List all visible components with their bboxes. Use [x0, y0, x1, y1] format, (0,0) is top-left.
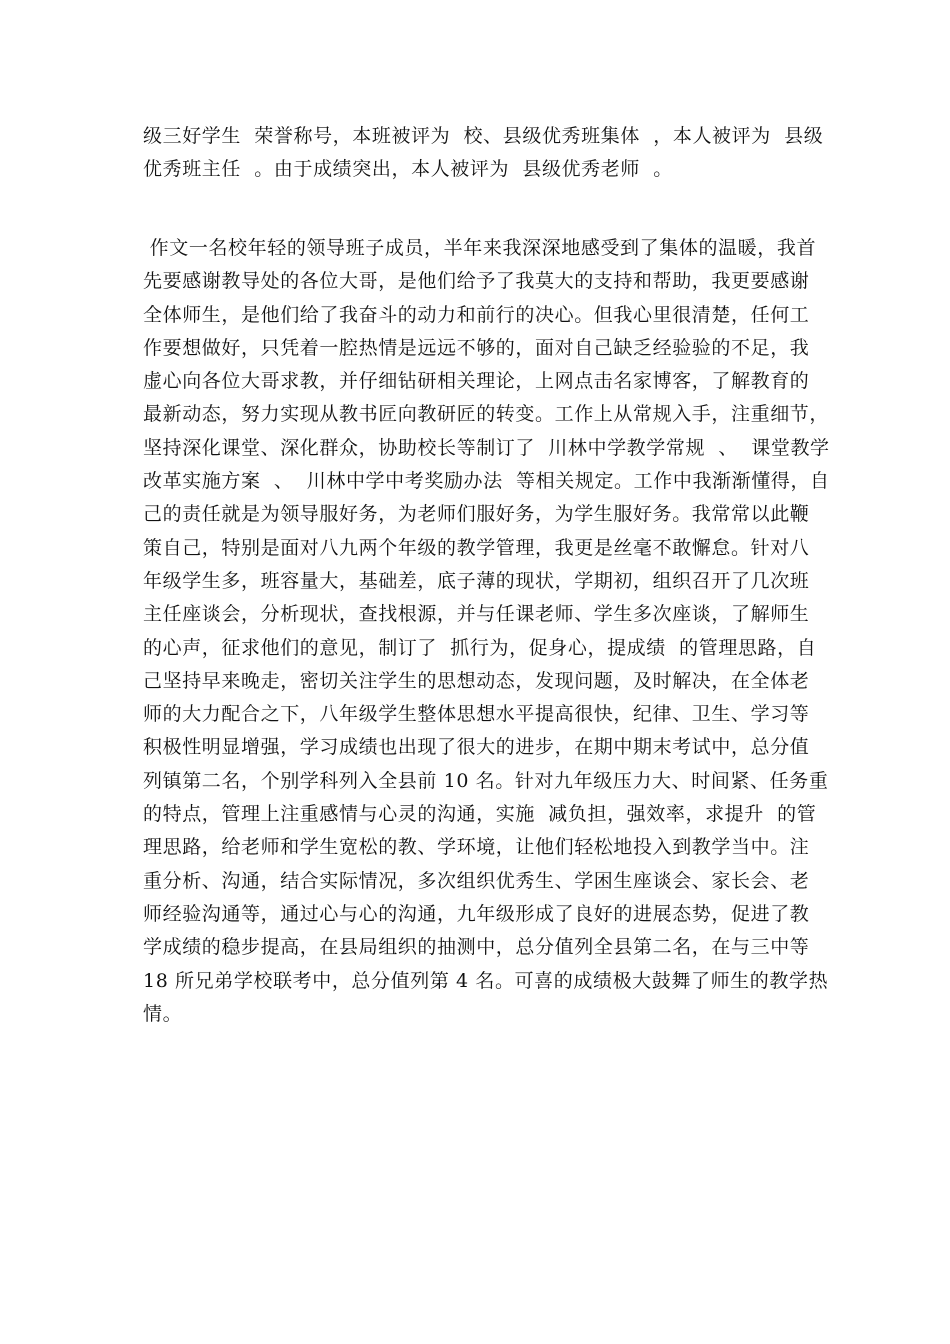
text-line: 列镇第二名，个别学科列入全县前 10 名。针对九年级压力大、时间紧、任务重: [143, 769, 829, 792]
text-line: 师经验沟通等，通过心与心的沟通，九年级形成了良好的进展态势，促进了教: [143, 902, 810, 925]
text-line: 的特点，管理上注重感情与心灵的沟通，实施 减负担，强效率，求提升 的管: [143, 803, 817, 826]
text-line: 重分析、沟通，结合实际情况，多次组织优秀生、学困生座谈会、家长会、老: [143, 869, 810, 892]
text-line: 18 所兄弟学校联考中，总分值列第 4 名。可喜的成绩极大鼓舞了师生的教学热: [143, 969, 829, 992]
text-line: 己坚持早来晚走，密切关注学生的思想动态，发现问题，及时解决，在全体老: [143, 669, 810, 692]
text-line: 先要感谢教导处的各位大哥，是他们给予了我莫大的支持和帮助，我更要感谢: [143, 270, 810, 293]
text-line: 级三好学生 荣誉称号，本班被评为 校、县级优秀班集体 ，本人被评为 县级: [143, 125, 824, 147]
text-line: 师的大力配合之下，八年级学生整体思想水平提高很快，纪律、卫生、学习等: [143, 703, 810, 726]
text-line: 理思路，给老师和学生宽松的教、学环境，让他们轻松地投入到教学当中。注: [143, 836, 810, 859]
text-line: 己的责任就是为领导服好务，为老师们服好务，为学生服好务。我常常以此鞭: [143, 503, 810, 526]
text-line: 策自己，特别是面对八九两个年级的教学管理，我更是丝毫不敢懈怠。针对八: [143, 536, 810, 559]
text-line: 积极性明显增强，学习成绩也出现了很大的进步，在期中期末考试中，总分值: [143, 736, 810, 759]
text-line: 全体师生，是他们给了我奋斗的动力和前行的决心。但我心里很清楚，任何工: [143, 303, 810, 326]
text-line: 学成绩的稳步提高，在县局组织的抽测中，总分值列全县第二名，在与三中等: [143, 936, 810, 959]
text-line: 作要想做好，只凭着一腔热情是远远不够的，面对自己缺乏经验验的不足，我: [143, 336, 810, 359]
text-line: 的心声，征求他们的意见，制订了 抓行为，促身心，提成绩 的管理思路，自: [143, 636, 817, 659]
text-line: 改革实施方案 、 川林中学中考奖励办法 等相关规定。工作中我渐渐懂得，自: [143, 470, 830, 493]
text-line: 情。: [143, 1002, 183, 1025]
text-line: 年级学生多，班容量大，基础差，底子薄的现状，学期初，组织召开了几次班: [143, 569, 810, 592]
paragraph-honors: [143, 120, 824, 187]
text-line: 作文一名校年轻的领导班子成员，半年来我深深地感受到了集体的温暖，我首: [143, 237, 817, 259]
paragraph-work-summary: [143, 232, 830, 1031]
text-line: 虚心向各位大哥求教，并仔细钻研相关理论，上网点击名家博客，了解教育的: [143, 370, 810, 393]
text-line: 最新动态，努力实现从教书匠向教研匠的转变。工作上从常规入手，注重细节，: [143, 403, 830, 426]
text-line: 主任座谈会，分析现状，查找根源，并与任课老师、学生多次座谈，了解师生: [143, 603, 810, 626]
text-line: 坚持深化课堂、深化群众，协助校长等制订了 川林中学教学常规 、 课堂教学: [143, 436, 830, 459]
text-line: 优秀班主任 。由于成绩突出，本人被评为 县级优秀老师 。: [143, 158, 673, 181]
